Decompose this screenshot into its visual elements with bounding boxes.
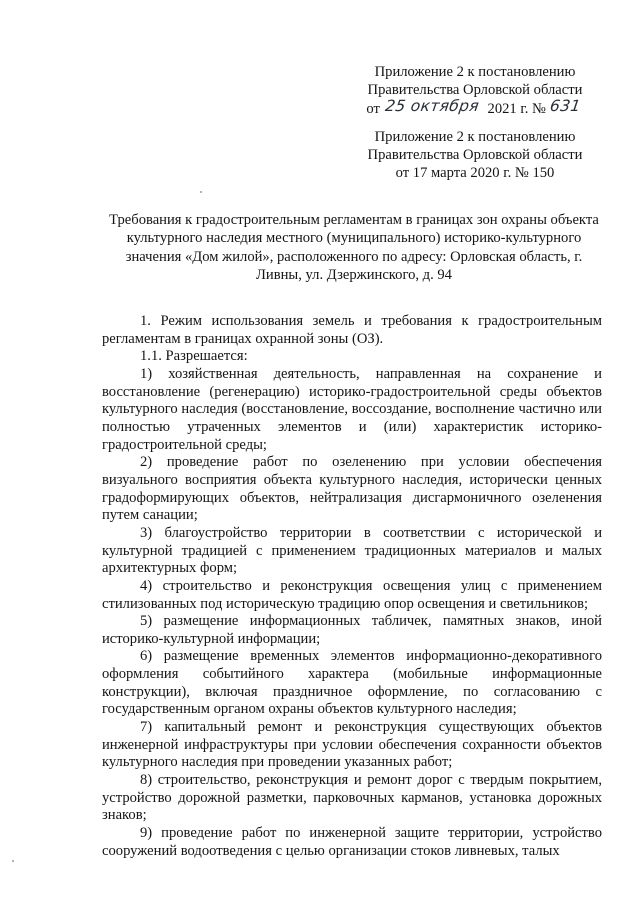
document-body bbox=[102, 313, 602, 860]
appendix-line: Приложение 2 к постановлению bbox=[374, 129, 576, 145]
scan-mark bbox=[200, 191, 202, 193]
paragraph: 3) благоустройство территории в соответствии с исторической и культурной традицией с применением традиционных материалов и малых архитектурных форм; bbox=[102, 524, 602, 577]
paragraph: 6) размещение временных элементов информационно-декоративного оформления событийного характера (мобильные информационные конструкции), включая праздничное оформление, по согласованию с государственным органом охраны объектов культурного наследия; bbox=[102, 648, 602, 718]
appendix-line: от 17 марта 2020 г. № 150 bbox=[395, 164, 555, 181]
appendix-date-line bbox=[340, 96, 610, 119]
year-text: 2021 г. № bbox=[487, 100, 546, 117]
paragraph: 1) хозяйственная деятельность, направленная на сохранение и восстановление (регенерацию) историко-градостроительной среды объектов культурного наследия (восстановление, воссоздание, восполнение частично или полностью утраченных элементов и (или) характеристик историко-градостроительной среды; bbox=[102, 365, 602, 453]
appendix-header-original bbox=[340, 129, 610, 183]
paragraph: 8) строительство, реконструкция и ремонт дорог с твердым покрытием, устройство дорожной разметки, парковочных карманов, установка дорожных знаков; bbox=[102, 772, 602, 824]
document-title: Требования к градостроительным регламентам в границах зон охраны объекта культурного наследия местного (муниципального) историко-культурного значения «Дом жилой», расположенного по адресу: Орловская область, г. Ливны, ул. Дзержинского, д. 94 bbox=[109, 212, 599, 283]
appendix-line: Приложение 2 к постановлению bbox=[374, 64, 576, 80]
date-prefix: от bbox=[366, 100, 380, 117]
appendix-line: Правительства Орловской области bbox=[367, 81, 583, 98]
scan-mark bbox=[12, 860, 14, 862]
paragraph: 2) проведение работ по озеленению при условии обеспечения визуального восприятия объекта культурного наследия, исторически ценных градоформирующих объектов, нейтрализация дисгармоничного озеленения путем санации; bbox=[102, 454, 602, 524]
appendix-header-current bbox=[340, 64, 610, 119]
paragraph: 5) размещение информационных табличек, памятных знаков, иной историко-культурной информации; bbox=[102, 613, 602, 647]
handwritten-date: 25 октября bbox=[383, 96, 481, 115]
paragraph: 7) капитальный ремонт и реконструкция существующих объектов инженерной инфраструктуры при условии обеспечения сохранности объектов культурного наследия при проведении указанных работ; bbox=[102, 719, 602, 771]
paragraph: 4) строительство и реконструкция освещения улиц с применением стилизованных под историческую традицию опор освещения и светильников; bbox=[102, 577, 602, 612]
appendix-line: Правительства Орловской области bbox=[367, 146, 583, 163]
paragraph: 1.1. Разрешается: bbox=[140, 348, 248, 365]
paragraph: 1. Режим использования земель и требования к градостроительным регламентам в границах охранной зоны (ОЗ). bbox=[102, 313, 602, 347]
handwritten-number: 631 bbox=[548, 96, 582, 115]
paragraph: 9) проведение работ по инженерной защите территории, устройство сооружений водоотведения с целью организации стоков ливневых, талых bbox=[102, 825, 602, 859]
